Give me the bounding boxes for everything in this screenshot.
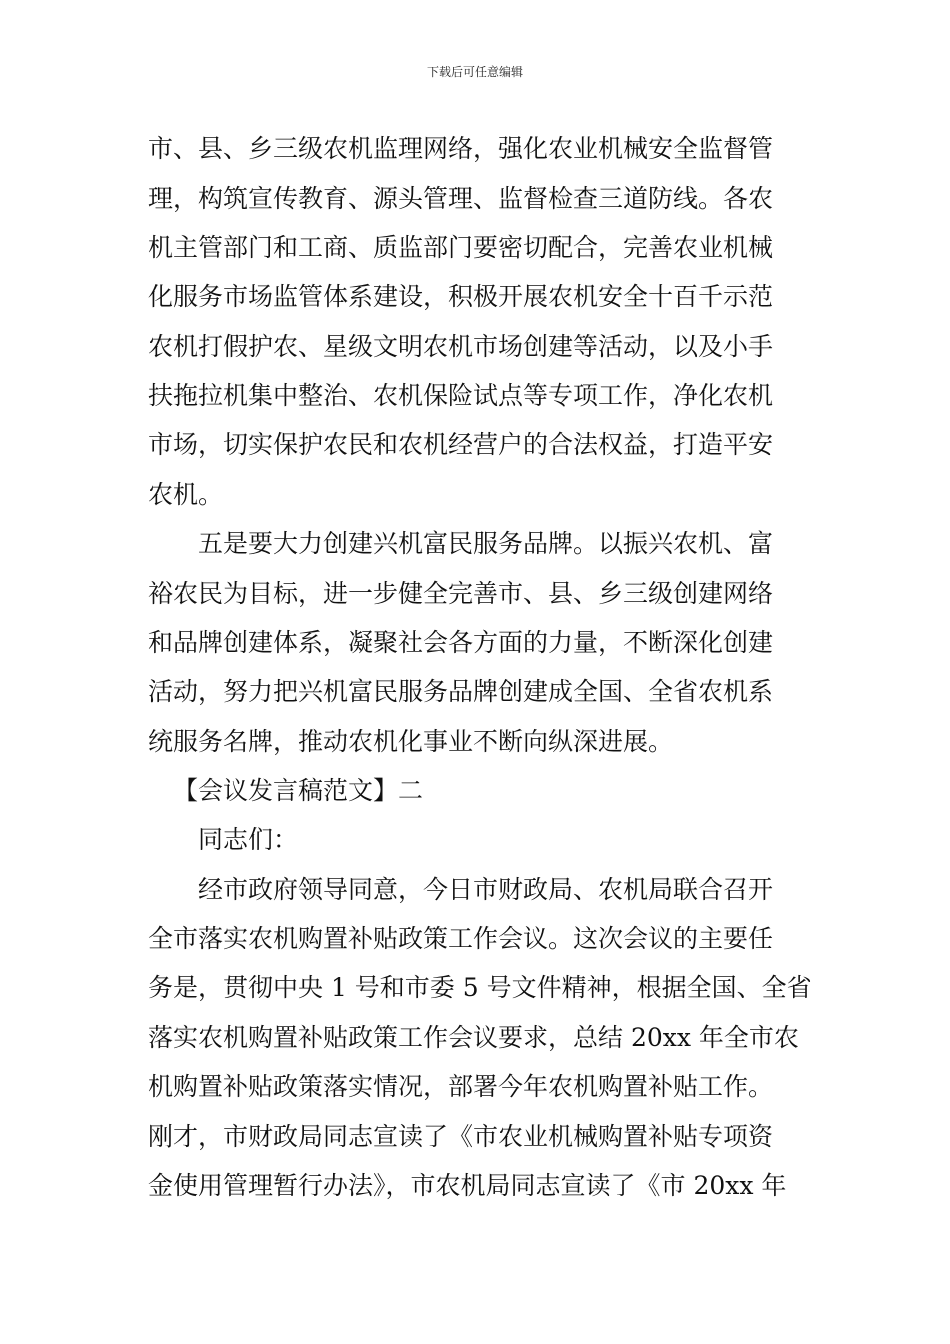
text-line: 务是，贯彻中央 1 号和市委 5 号文件精神，根据全国、全省 <box>148 973 812 1002</box>
text-line: 机购置补贴政策落实情况，部署今年农机购置补贴工作。 <box>148 1072 774 1101</box>
text-line: 理，构筑宣传教育、源头管理、监督检查三道防线。各农 <box>148 184 774 213</box>
text-line: 五是要大力创建兴机富民服务品牌。以振兴农机、富 <box>198 529 774 558</box>
text-line: 裕农民为目标，进一步健全完善市、县、乡三级创建网络 <box>148 579 774 608</box>
text-line: 统服务名牌，推动农机化事业不断向纵深进展。 <box>148 727 674 756</box>
text-line: 机主管部门和工商、质监部门要密切配合，完善农业机械 <box>148 233 774 262</box>
text-line: 农机打假护农、星级文明农机市场创建等活动，以及小手 <box>148 332 774 361</box>
text-line: 市场，切实保护农民和农机经营户的合法权益，打造平安 <box>148 430 774 459</box>
text-line: 农机。 <box>148 480 224 509</box>
text-line: 经市政府领导同意，今日市财政局、农机局联合召开 <box>198 875 774 904</box>
text-line: 活动，努力把兴机富民服务品牌创建成全国、全省农机系 <box>148 677 774 706</box>
salutation: 同志们： <box>198 825 299 854</box>
section-heading: 【会议发言稿范文】二 <box>173 776 424 805</box>
text-line: 和品牌创建体系，凝聚社会各方面的力量，不断深化创建 <box>148 628 774 657</box>
text-line: 化服务市场监管体系建设，积极开展农机安全十百千示范 <box>148 282 774 311</box>
text-line: 落实农机购置补贴政策工作会议要求，总结 20xx 年全市农 <box>148 1023 799 1052</box>
text-line: 扶拖拉机集中整治、农机保险试点等专项工作，净化农机 <box>148 381 774 410</box>
page-header: 下载后可任意编辑 <box>426 65 523 79</box>
text-line: 市、县、乡三级农机监理网络，强化农业机械安全监督管 <box>148 134 774 163</box>
text-line: 全市落实农机购置补贴政策工作会议。这次会议的主要任 <box>148 924 774 953</box>
text-line: 金使用管理暂行办法》，市农机局同志宣读了《市 20xx 年 <box>148 1171 787 1200</box>
text-line: 刚才，市财政局同志宣读了《市农业机械购置补贴专项资 <box>148 1122 774 1151</box>
